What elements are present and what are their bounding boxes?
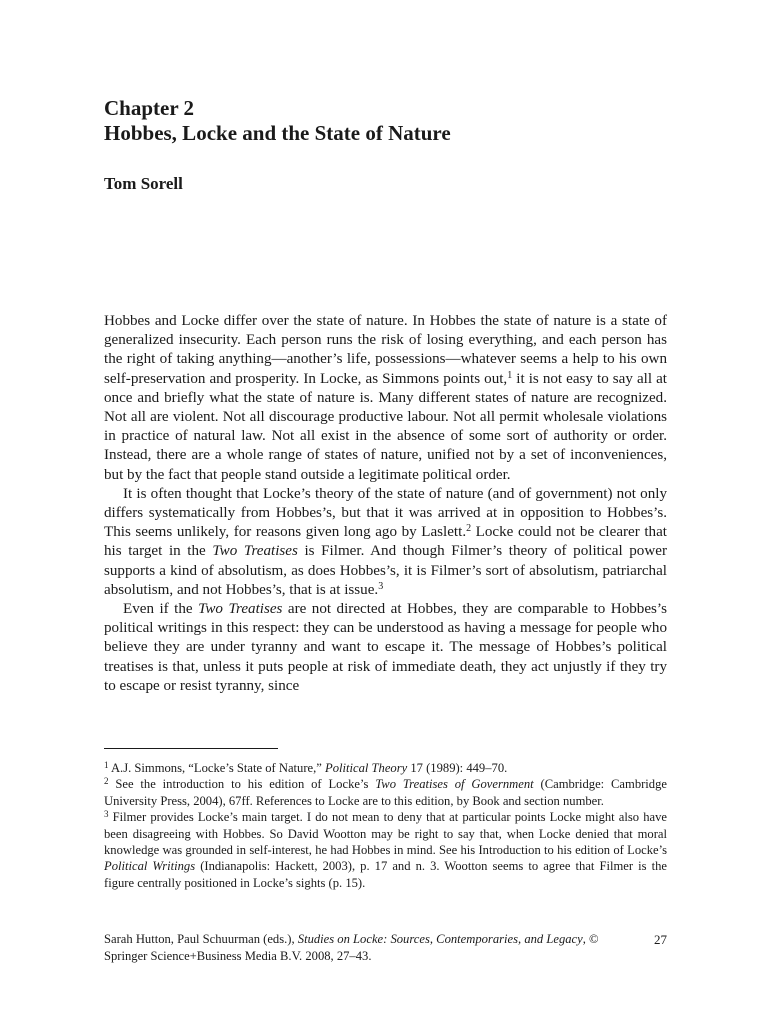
footnote-number: 1 [104, 760, 109, 770]
paragraph-text: it is not easy to say all at once and briefly what the state of nature is. Many different states of nature are recognized. Not all are violent. Not all discourage productive labour. Not all permit wholesale violations in practice of natural law. Not all exist in the absence of some sort of authority or order. Instead, there are a whole range of states of nature, unified not by a set of inconveniences, but by the fact that people stand outside a legitimate political order. [104, 370, 667, 483]
paragraph-text: Even if the [123, 601, 199, 618]
citation [104, 931, 604, 966]
footnote-text: (Cambridge: Cambridge University Press, 2004), 67ff. References to Locke are to this edition, by Book and section number. [104, 777, 667, 808]
footnote-divider [104, 748, 278, 749]
paragraph-text: is Filmer. And though Filmer’s theory of political power supports a kind of absolutism, as does Hobbes’s, it is Filmer’s sort of absolutism, patriarchal absolutism, and not Hobbes’s, that is at issue. [104, 543, 667, 598]
footnote-text: A.J. Simmons, “Locke’s State of Nature,” [108, 761, 326, 775]
italic-title: Political Theory [325, 761, 408, 775]
italic-title: Two Treatises of Government [375, 777, 534, 792]
footnote-text: 17 (1989): 449–70. [407, 761, 508, 775]
italic-title: Studies on Locke: Sources, Contemporaries, and Legacy [297, 932, 583, 946]
italic-title: Two Treatises [212, 543, 298, 560]
author-name: Tom Sorell [104, 174, 183, 193]
chapter-title: Hobbes, Locke and the State of Nature [104, 121, 451, 145]
paragraph-3 [104, 600, 667, 696]
page-number: 27 [654, 932, 667, 947]
footnote-3 [104, 809, 667, 891]
paragraph-text: Hobbes and Locke differ over the state of nature. In Hobbes the state of nature is a state of generalized insecurity. Each person runs the risk of losing everything, and each person has the right of taking anything—another’s life, possessions—whatever seems a help to his own self-preservation and prosperity. In Locke, as Simmons points out, [104, 313, 667, 387]
chapter-header [104, 96, 667, 194]
citation-text: Sarah Hutton, Paul Schuurman (eds.), [104, 932, 298, 946]
italic-title: Two Treatises [198, 601, 283, 618]
italic-title: Political Writings [104, 859, 196, 874]
footnotes [104, 760, 667, 891]
paragraph-2 [104, 485, 667, 600]
citation-text: , © Springer Science+Business Media B.V. 2008, 27–43. [104, 932, 599, 964]
footnote-1 [104, 760, 667, 776]
footnote-number: 3 [104, 809, 109, 820]
footnote-text: Filmer provides Locke’s main target. I do not mean to deny that at particular points Locke might also have been disagreeing with Hobbes. So David Wootton may be right to say that, when Locke denied that moral knowledge was grounded in self-interest, he had Hobbes in mind. See his Introduction to his edition of Locke’s [104, 810, 667, 858]
body-text [104, 312, 667, 696]
footnote-text: See the introduction to his edition of Locke’s [108, 777, 376, 792]
footnote-ref-1[interactable]: 1 [507, 369, 513, 381]
footnote-ref-3[interactable]: 3 [378, 580, 384, 592]
paragraph-text: are not directed at Hobbes, they are comparable to Hobbes’s political writings in this respect: they can be understood as having a message for people who believe they are under tyranny and want to escape it. The message of Hobbes’s political treatises is that, unless it puts people at risk of immediate death, they act unjustly if they try to escape or resist tyranny, since [104, 601, 667, 694]
paragraph-text: It is often thought that Locke’s theory of the state of nature (and of government) not only differs systematically from Hobbes’s, but that it was arrived at in opposition to Hobbes’s. This seems unlikely, for reasons given long ago by Laslett. [104, 485, 667, 541]
footnote-ref-2[interactable]: 2 [466, 523, 472, 535]
chapter-label: Chapter 2 [104, 96, 195, 120]
footnote-number: 2 [104, 776, 109, 787]
paragraph-1 [104, 312, 667, 485]
paragraph-text: Locke could not be clearer that his target in the [104, 524, 667, 560]
footnote-text: (Indianapolis: Hackett, 2003), p. 17 and n. 3. Wootton seems to agree that Filmer is the figure centrally positioned in Locke’s sights (p. 15). [104, 859, 667, 890]
page-footer [104, 931, 667, 966]
footnote-2 [104, 776, 667, 809]
